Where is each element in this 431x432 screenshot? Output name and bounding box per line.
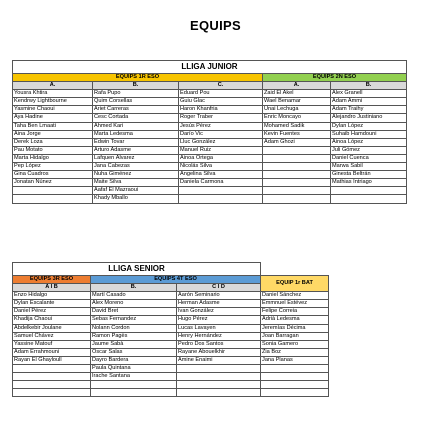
- table-cell: Daniela Carmona: [179, 179, 263, 187]
- table-cell: Unai Lechuga: [263, 106, 331, 114]
- table-cell: Daniel Pérez: [13, 308, 91, 316]
- table-cell: [263, 171, 331, 179]
- table-cell: [13, 187, 93, 195]
- table-cell: Darío Vic: [179, 130, 263, 138]
- table-cell: Arturo Adasme: [93, 146, 179, 154]
- table-cell: Pau Motato: [13, 146, 93, 154]
- table-cell: [179, 195, 263, 203]
- table-cell: Joan Barragan: [261, 332, 329, 340]
- table-cell: Lafquen Álvarez: [93, 154, 179, 162]
- table-cell: Ainoa Ortega: [179, 154, 263, 162]
- table-cell: Yousra Khtira: [13, 90, 93, 98]
- table-cell: Gina Cuadros: [13, 171, 93, 179]
- table-cell: Herman Adasme: [177, 300, 261, 308]
- table-cell: Alejandro Justiniano: [331, 114, 407, 122]
- table-cell: [261, 381, 329, 389]
- table-cell: Sebas Fernandez: [91, 316, 177, 324]
- table-cell: Rayan El Ghayloull: [13, 356, 91, 364]
- table-cell: Jana Planas: [261, 356, 329, 364]
- table-cell: Cesc Cortada: [93, 114, 179, 122]
- table-row: [13, 122, 407, 130]
- table-row: [13, 292, 329, 300]
- table-cell: Enric Moncayo: [263, 114, 331, 122]
- table-cell: Roger Traber: [179, 114, 263, 122]
- table-row: [13, 130, 407, 138]
- table-row: [13, 179, 407, 187]
- table-cell: Enzo Hidalgo: [13, 292, 91, 300]
- table-cell: Kevin Fuentes: [263, 130, 331, 138]
- table-cell: Angelina Silva: [179, 171, 263, 179]
- table-cell: Àlex Granell: [331, 90, 407, 98]
- column-header: C.: [179, 82, 263, 90]
- table-cell: Haron Khanfria: [179, 106, 263, 114]
- table-cell: Marta Hidalgo: [13, 154, 93, 162]
- table-cell: Maite Silva: [93, 179, 179, 187]
- table-cell: Yasmine Chaoui: [13, 106, 93, 114]
- table-cell: [13, 389, 91, 397]
- table-row: [13, 163, 407, 171]
- table-cell: [261, 389, 329, 397]
- table-row: [13, 187, 407, 195]
- senior-title: LLIGA SENIOR: [13, 263, 261, 276]
- table-cell: Guiu Glac: [179, 98, 263, 106]
- table-cell: Jesús Pérez: [179, 122, 263, 130]
- page-title: EQUIPS: [190, 18, 241, 33]
- table-cell: Zia Boz: [261, 348, 329, 356]
- table-cell: Ahmed Kari: [93, 122, 179, 130]
- table-cell: [177, 389, 261, 397]
- table-cell: [261, 365, 329, 373]
- table-row: [13, 171, 407, 179]
- table-cell: Mohamed Sadik: [263, 122, 331, 130]
- table-cell: Adam Ammi: [331, 98, 407, 106]
- table-cell: Jonatan Núnez: [13, 179, 93, 187]
- senior-group-4eso: EQUIPS 4T ESO: [91, 276, 261, 284]
- table-cell: Wael Benamar: [263, 98, 331, 106]
- table-cell: [177, 373, 261, 381]
- table-cell: Pedro Dos Santos: [177, 340, 261, 348]
- column-header: A.: [263, 82, 331, 90]
- table-cell: Taha Ben Lmaati: [13, 122, 93, 130]
- table-cell: Pep López: [13, 163, 93, 171]
- table-row: [13, 340, 329, 348]
- table-cell: Adam Traihy: [331, 106, 407, 114]
- senior-league-table: [12, 262, 329, 397]
- senior-group-1bat: EQUIP 1r BAT: [261, 276, 329, 292]
- table-cell: Mathias Intriago: [331, 179, 407, 187]
- table-cell: [263, 154, 331, 162]
- table-cell: [263, 163, 331, 171]
- table-cell: [263, 187, 331, 195]
- table-cell: Abdelkebir Joulane: [13, 324, 91, 332]
- table-cell: Ginesta Beltrán: [331, 171, 407, 179]
- table-cell: [331, 187, 407, 195]
- table-cell: Emmnuel Estévez: [261, 300, 329, 308]
- table-cell: Rafa Pupo: [93, 90, 179, 98]
- column-header: A.: [13, 82, 93, 90]
- table-cell: [261, 373, 329, 381]
- table-row: [13, 154, 407, 162]
- table-cell: Adrià Ledesma: [261, 316, 329, 324]
- junior-group-1eso: EQUIPS 1R ESO: [13, 74, 263, 82]
- table-cell: Suhaib Hamdouni: [331, 130, 407, 138]
- table-row: [13, 98, 407, 106]
- table-cell: Paula Quintana: [91, 365, 177, 373]
- table-cell: Rayane Abouelkhir: [177, 348, 261, 356]
- table-row: [13, 365, 329, 373]
- table-cell: Jaume Sabà: [91, 340, 177, 348]
- table-row: [13, 356, 329, 364]
- table-row: [13, 114, 407, 122]
- table-cell: Felipe Correia: [261, 308, 329, 316]
- table-cell: Aya Hadine: [13, 114, 93, 122]
- table-cell: [263, 195, 331, 203]
- table-cell: Aafaf El Mazraoui: [93, 187, 179, 195]
- table-cell: Amine Enaimi: [177, 356, 261, 364]
- junior-group-2eso: EQUIPS 2N ESO: [263, 74, 407, 82]
- table-row: [13, 308, 329, 316]
- table-cell: [177, 365, 261, 373]
- table-row: [13, 348, 329, 356]
- table-cell: Nolann Cordon: [91, 324, 177, 332]
- table-cell: [13, 381, 91, 389]
- table-cell: Eduard Pou: [179, 90, 263, 98]
- table-cell: [263, 146, 331, 154]
- table-cell: Marwa Sabil: [331, 163, 407, 171]
- table-cell: [263, 179, 331, 187]
- table-cell: Nuha Giménez: [93, 171, 179, 179]
- table-cell: Dylan Escalante: [13, 300, 91, 308]
- table-cell: Irache Santana: [91, 373, 177, 381]
- table-row: [13, 373, 329, 381]
- junior-title: LLIGA JUNIOR: [13, 61, 407, 74]
- table-cell: Kendrwy Lightbourne: [13, 98, 93, 106]
- table-cell: Alex Moreno: [91, 300, 177, 308]
- junior-league-table: [12, 60, 407, 204]
- table-cell: Ramon Pagès: [91, 332, 177, 340]
- table-row: [13, 300, 329, 308]
- table-row: [13, 90, 407, 98]
- table-cell: [331, 195, 407, 203]
- column-header: B.: [91, 284, 177, 292]
- table-cell: [13, 373, 91, 381]
- table-cell: Adam Ghozi: [263, 138, 331, 146]
- table-row: [13, 324, 329, 332]
- table-cell: [179, 187, 263, 195]
- table-cell: Henry Hernández: [177, 332, 261, 340]
- table-row: [13, 106, 407, 114]
- table-cell: Ivan González: [177, 308, 261, 316]
- table-row: [13, 381, 329, 389]
- column-header: C I D: [177, 284, 261, 292]
- table-cell: Lluc González: [179, 138, 263, 146]
- table-cell: Khadija Chaoui: [13, 316, 91, 324]
- table-cell: Martí Casado: [91, 292, 177, 300]
- table-cell: Adam Errahmouni: [13, 348, 91, 356]
- table-row: [13, 389, 329, 397]
- table-cell: Sonia Gamero: [261, 340, 329, 348]
- table-cell: Lucas Lavayen: [177, 324, 261, 332]
- table-row: [13, 138, 407, 146]
- table-cell: Aarón Seminario: [177, 292, 261, 300]
- table-cell: Marta Ledesma: [93, 130, 179, 138]
- table-cell: Daniel Cuenca: [331, 154, 407, 162]
- table-cell: Ariet Carreras: [93, 106, 179, 114]
- table-cell: Derek Loza: [13, 138, 93, 146]
- table-cell: Manuel Ruiz: [179, 146, 263, 154]
- table-row: [13, 195, 407, 203]
- table-cell: [13, 365, 91, 373]
- table-cell: Samuel Chávez: [13, 332, 91, 340]
- table-cell: [91, 381, 177, 389]
- table-cell: Edwin Tovar: [93, 138, 179, 146]
- table-cell: Khady Mballo: [93, 195, 179, 203]
- table-cell: Quim Corsellas: [93, 98, 179, 106]
- table-cell: [177, 381, 261, 389]
- table-cell: Juli Gómez: [331, 146, 407, 154]
- table-row: [13, 146, 407, 154]
- table-cell: [13, 195, 93, 203]
- table-cell: Ainoa López: [331, 138, 407, 146]
- table-cell: Zaid El Akel: [263, 90, 331, 98]
- table-cell: Dayro Bardera: [91, 356, 177, 364]
- table-cell: David Bret: [91, 308, 177, 316]
- table-cell: Daniel Sánchez: [261, 292, 329, 300]
- table-cell: [91, 389, 177, 397]
- table-cell: Hugo Pérez: [177, 316, 261, 324]
- table-cell: Òscar Salas: [91, 348, 177, 356]
- column-header: A I B: [13, 284, 91, 292]
- table-cell: Dylan López: [331, 122, 407, 130]
- table-cell: Nicolás Silva: [179, 163, 263, 171]
- table-cell: Jeremías Décima: [261, 324, 329, 332]
- table-cell: Yassine Matouf: [13, 340, 91, 348]
- table-row: [13, 332, 329, 340]
- senior-group-3eso: EQUIPS 3R ESO: [13, 276, 91, 284]
- table-row: [13, 316, 329, 324]
- column-header: B.: [93, 82, 179, 90]
- column-header: B.: [331, 82, 407, 90]
- table-cell: Jana Cabezas: [93, 163, 179, 171]
- table-cell: Aina Jorge: [13, 130, 93, 138]
